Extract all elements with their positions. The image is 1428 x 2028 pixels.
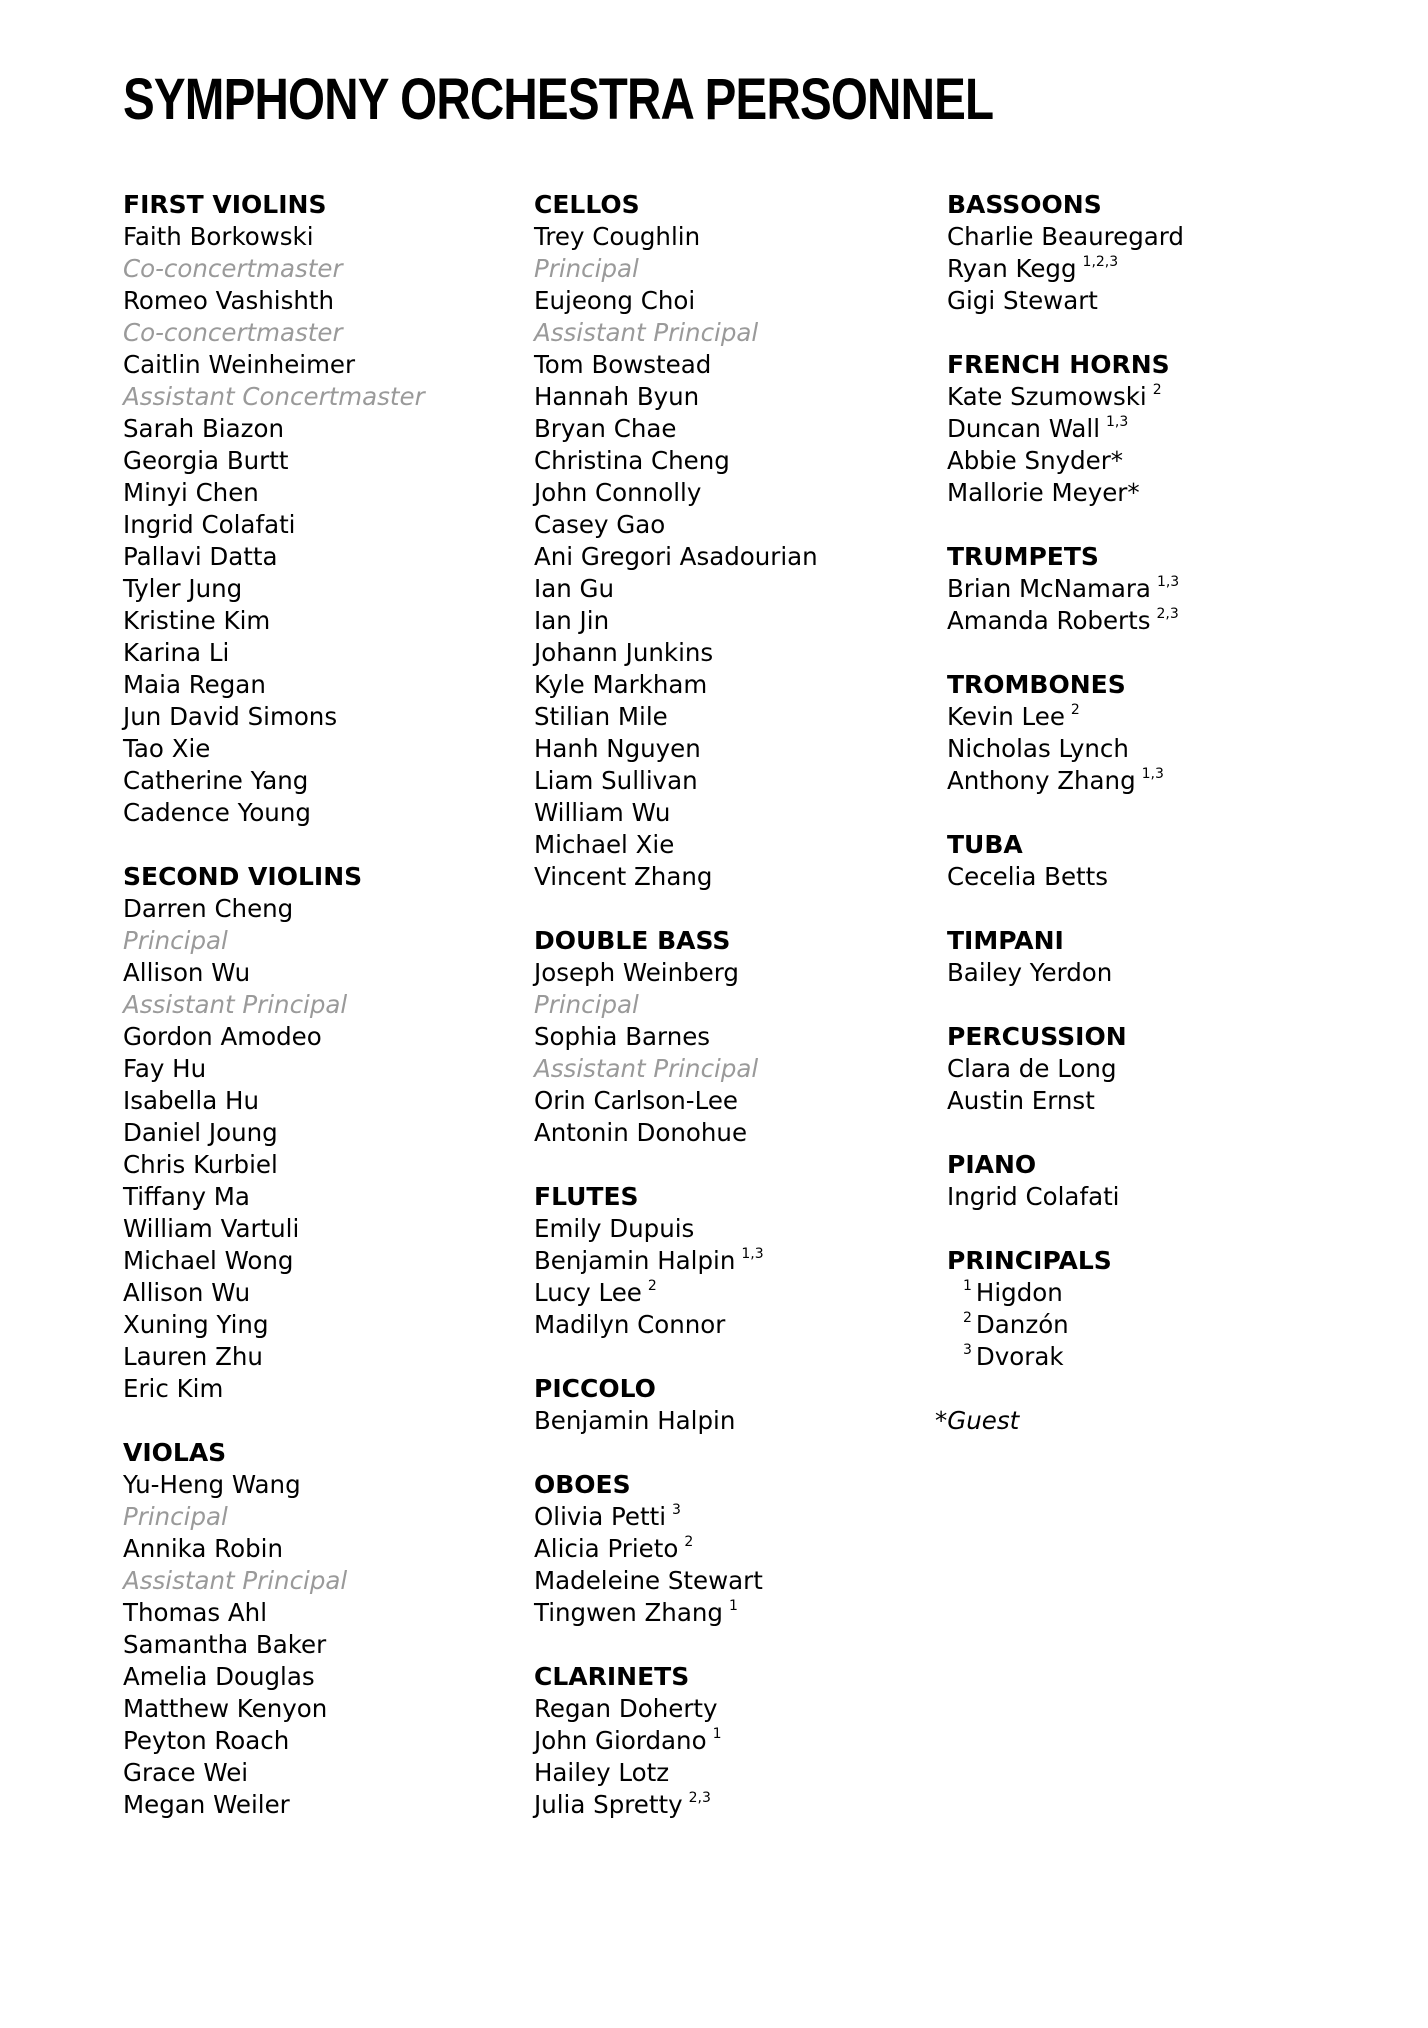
member-name [123, 1277, 533, 1309]
member-name [534, 1277, 944, 1309]
section-heading: PICCOLO [534, 1374, 656, 1403]
name-text: Brian McNamara [947, 574, 1151, 603]
member-name [123, 669, 533, 701]
section-heading: FRENCH HORNS [947, 350, 1170, 379]
footnote-marker: 3 [963, 1341, 972, 1358]
section-trumpets [947, 541, 1357, 637]
name-text: William Wu [534, 798, 671, 827]
name-text: Michael Wong [123, 1246, 294, 1275]
name-text: Johann Junkins [534, 638, 714, 667]
name-text: Darren Cheng [123, 894, 294, 923]
member-name [123, 797, 533, 829]
member-name [123, 1757, 533, 1789]
member-name [123, 1053, 533, 1085]
name-text: Emily Dupuis [534, 1214, 695, 1243]
name-text: Anthony Zhang [947, 766, 1136, 795]
role-text: Assistant Principal [534, 1054, 759, 1083]
personnel-column-2 [534, 189, 944, 1853]
name-text: Stilian Mile [534, 702, 668, 731]
member-name [123, 765, 533, 797]
footnote-marker: 1 [728, 1597, 738, 1614]
section-heading: PERCUSSION [947, 1022, 1127, 1051]
section-principals [947, 1245, 1357, 1373]
member-name [123, 637, 533, 669]
member-name [123, 445, 533, 477]
name-text: Vincent Zhang [534, 862, 713, 891]
footnote-marker: 1,2,3 [1082, 253, 1119, 270]
section-heading: SECOND VIOLINS [123, 862, 363, 891]
section-heading: TIMPANI [947, 926, 1064, 955]
member-name [123, 541, 533, 573]
member-name [534, 413, 944, 445]
member-name [123, 1245, 533, 1277]
name-text: Tom Bowstead [534, 350, 712, 379]
member-name [947, 957, 1357, 989]
member-name [947, 221, 1357, 253]
member-name [534, 1725, 944, 1757]
member-name [947, 445, 1357, 477]
member-name [123, 221, 533, 253]
name-text: Kyle Markham [534, 670, 708, 699]
section-clarinets [534, 1661, 944, 1821]
member-name [534, 765, 944, 797]
guest-footnote: *Guest [935, 1406, 1020, 1435]
role-text: Assistant Principal [123, 1566, 348, 1595]
member-name [534, 349, 944, 381]
member-name [534, 541, 944, 573]
section-percussion [947, 1021, 1357, 1117]
member-name [947, 701, 1357, 733]
member-name [534, 861, 944, 893]
member-name [123, 1533, 533, 1565]
member-name [123, 1213, 533, 1245]
name-text: Olivia Petti [534, 1502, 666, 1531]
member-name [534, 1309, 944, 1341]
member-name [534, 381, 944, 413]
name-text: Isabella Hu [123, 1086, 259, 1115]
name-text: Samantha Baker [123, 1630, 327, 1659]
name-text: Ian Jin [534, 606, 610, 635]
name-text: John Giordano [534, 1726, 707, 1755]
name-text: John Connolly [534, 478, 702, 507]
role-label [123, 253, 533, 285]
member-name [947, 733, 1357, 765]
section-second-violins [123, 861, 533, 1405]
section-heading: OBOES [534, 1470, 631, 1499]
section-heading: VIOLAS [123, 1438, 227, 1467]
section-heading: BASSOONS [947, 190, 1102, 219]
name-text: Antonin Donohue [534, 1118, 748, 1147]
section-heading: FLUTES [534, 1182, 639, 1211]
footnote-marker: 1 [963, 1277, 972, 1294]
member-name [947, 477, 1357, 509]
section-heading: TRUMPETS [947, 542, 1099, 571]
role-label [123, 381, 533, 413]
member-name [947, 1053, 1357, 1085]
principal-key-item [947, 1277, 1357, 1309]
role-label [123, 1501, 533, 1533]
name-text: Hailey Lotz [534, 1758, 670, 1787]
member-name [947, 861, 1357, 893]
member-name [123, 1661, 533, 1693]
member-name [123, 1789, 533, 1821]
footnote-marker: 1,3 [1106, 413, 1129, 430]
role-text: Co-concertmaster [123, 254, 343, 283]
member-name [534, 1757, 944, 1789]
role-text: Principal [123, 1502, 228, 1531]
section-heading: PRINCIPALS [947, 1246, 1112, 1275]
member-name [123, 573, 533, 605]
member-name [947, 413, 1357, 445]
name-text: Bryan Chae [534, 414, 677, 443]
member-name [947, 573, 1357, 605]
role-label [123, 925, 533, 957]
name-text: Amanda Roberts [947, 606, 1151, 635]
name-text: Lauren Zhu [123, 1342, 263, 1371]
member-name [123, 893, 533, 925]
name-text: Tao Xie [123, 734, 211, 763]
member-name [123, 605, 533, 637]
member-name [534, 1117, 944, 1149]
name-text: Austin Ernst [947, 1086, 1095, 1115]
member-name [947, 765, 1357, 797]
name-text: Thomas Ahl [123, 1598, 268, 1627]
member-name [123, 1469, 533, 1501]
name-text: Kristine Kim [123, 606, 271, 635]
name-text: Chris Kurbiel [123, 1150, 278, 1179]
personnel-column-1 [123, 189, 533, 1853]
name-text: Georgia Burtt [123, 446, 289, 475]
footnote-marker: 1,3 [1141, 765, 1164, 782]
member-name [534, 509, 944, 541]
name-text: Clara de Long [947, 1054, 1117, 1083]
member-name [534, 1789, 944, 1821]
section-flutes [534, 1181, 944, 1341]
member-name [534, 1085, 944, 1117]
role-label [123, 1565, 533, 1597]
name-text: Bailey Yerdon [947, 958, 1113, 987]
name-text: Joseph Weinberg [534, 958, 739, 987]
footnote-marker: 2,3 [688, 1789, 711, 1806]
member-name [123, 1309, 533, 1341]
name-text: Tingwen Zhang [534, 1598, 723, 1627]
member-name [123, 1117, 533, 1149]
name-text: Ian Gu [534, 574, 615, 603]
name-text: Hanh Nguyen [534, 734, 701, 763]
member-name [123, 1693, 533, 1725]
member-name [947, 1181, 1357, 1213]
name-text: Tiffany Ma [123, 1182, 250, 1211]
name-text: Cecelia Betts [947, 862, 1108, 891]
name-text: Regan Doherty [534, 1694, 718, 1723]
section-heading: FIRST VIOLINS [123, 190, 327, 219]
name-text: Dvorak [975, 1342, 1064, 1371]
member-name [534, 829, 944, 861]
footnote-marker: 2 [963, 1309, 972, 1326]
name-text: Ingrid Colafati [947, 1182, 1120, 1211]
name-text: Duncan Wall [947, 414, 1101, 443]
role-label [123, 989, 533, 1021]
role-text: Principal [123, 926, 228, 955]
role-text: Principal [534, 990, 639, 1019]
name-text: Kate Szumowski [947, 382, 1147, 411]
name-text: Christina Cheng [534, 446, 730, 475]
name-text: Allison Wu [123, 1278, 251, 1307]
name-text: Pallavi Datta [123, 542, 278, 571]
name-text: Lucy Lee [534, 1278, 642, 1307]
role-label [534, 253, 944, 285]
name-text: Cadence Young [123, 798, 311, 827]
principal-key-item [947, 1341, 1357, 1373]
name-text: Matthew Kenyon [123, 1694, 328, 1723]
member-name [947, 1085, 1357, 1117]
name-text: Annika Robin [123, 1534, 283, 1563]
section-heading: CELLOS [534, 190, 640, 219]
name-text: Liam Sullivan [534, 766, 698, 795]
member-name [534, 1021, 944, 1053]
section-piccolo [534, 1373, 944, 1437]
name-text: Ingrid Colafati [123, 510, 296, 539]
name-text: Benjamin Halpin [534, 1246, 736, 1275]
footnote-marker: 2 [647, 1277, 657, 1294]
footnote-marker: 1 [712, 1725, 722, 1742]
name-text: Maia Regan [123, 670, 266, 699]
footnote-marker: 3 [672, 1501, 681, 1518]
name-text: Kevin Lee [947, 702, 1065, 731]
member-name [947, 285, 1357, 317]
name-text: Madilyn Connor [534, 1310, 726, 1339]
member-name [123, 509, 533, 541]
member-name [123, 957, 533, 989]
member-name [534, 797, 944, 829]
name-text: Karina Li [123, 638, 230, 667]
member-name [123, 1725, 533, 1757]
column-3-sections [947, 189, 1357, 1373]
member-name [123, 413, 533, 445]
principal-key-item [947, 1309, 1357, 1341]
footnote-marker: 1,3 [741, 1245, 764, 1262]
section-first-violins [123, 189, 533, 829]
name-text: Peyton Roach [123, 1726, 290, 1755]
section-oboes [534, 1469, 944, 1629]
section-bassoons [947, 189, 1357, 317]
name-text: Casey Gao [534, 510, 666, 539]
footnote-marker: 2 [1152, 381, 1162, 398]
role-text: Assistant Principal [534, 318, 759, 347]
member-name [534, 957, 944, 989]
name-text: Minyi Chen [123, 478, 259, 507]
role-text: Assistant Principal [123, 990, 348, 1019]
member-name [534, 733, 944, 765]
name-text: Fay Hu [123, 1054, 207, 1083]
name-text: Julia Spretty [534, 1790, 683, 1819]
name-text: Charlie Beauregard [947, 222, 1184, 251]
member-name [534, 605, 944, 637]
member-name [123, 1341, 533, 1373]
name-text: Higdon [975, 1278, 1063, 1307]
member-name [123, 733, 533, 765]
member-name [534, 221, 944, 253]
name-text: Benjamin Halpin [534, 1406, 736, 1435]
member-name [534, 1693, 944, 1725]
role-text: Assistant Concertmaster [123, 382, 425, 411]
name-text: Xuning Ying [123, 1310, 269, 1339]
page-title: SYMPHONY ORCHESTRA PERSONNEL [123, 67, 994, 132]
name-text: Faith Borkowski [123, 222, 314, 251]
name-text: Abbie Snyder* [947, 446, 1124, 475]
member-name [123, 1085, 533, 1117]
footnote-marker: 2 [1070, 701, 1080, 718]
personnel-column-3 [935, 189, 1357, 1437]
member-name [123, 477, 533, 509]
name-text: Catherine Yang [123, 766, 309, 795]
member-name [534, 1533, 944, 1565]
member-name [534, 1501, 944, 1533]
member-name [534, 1597, 944, 1629]
name-text: Orin Carlson-Lee [534, 1086, 738, 1115]
section-cellos [534, 189, 944, 893]
name-text: Mallorie Meyer* [947, 478, 1140, 507]
section-trombones [947, 669, 1357, 797]
name-text: Yu-Heng Wang [123, 1470, 301, 1499]
name-text: William Vartuli [123, 1214, 300, 1243]
section-heading: PIANO [947, 1150, 1037, 1179]
name-text: Gordon Amodeo [123, 1022, 322, 1051]
name-text: Amelia Douglas [123, 1662, 315, 1691]
member-name [123, 349, 533, 381]
member-name [123, 1597, 533, 1629]
name-text: Ryan Kegg [947, 254, 1077, 283]
member-name [123, 285, 533, 317]
section-piano [947, 1149, 1357, 1213]
name-text: Michael Xie [534, 830, 675, 859]
section-french-horns [947, 349, 1357, 509]
name-text: Romeo Vashishth [123, 286, 335, 315]
name-text: Nicholas Lynch [947, 734, 1129, 763]
section-violas [123, 1437, 533, 1821]
member-name [123, 1373, 533, 1405]
member-name [534, 637, 944, 669]
name-text: Sarah Biazon [123, 414, 284, 443]
name-text: Gigi Stewart [947, 286, 1098, 315]
name-text: Caitlin Weinheimer [123, 350, 356, 379]
name-text: Jun David Simons [123, 702, 338, 731]
role-text: Principal [534, 254, 639, 283]
role-label [534, 989, 944, 1021]
name-text: Eujeong Choi [534, 286, 696, 315]
name-text: Allison Wu [123, 958, 251, 987]
name-text: Danzón [975, 1310, 1069, 1339]
name-text: Megan Weiler [123, 1790, 290, 1819]
name-text: Madeleine Stewart [534, 1566, 763, 1595]
name-text: Hannah Byun [534, 382, 700, 411]
section-heading: DOUBLE BASS [534, 926, 731, 955]
member-name [534, 701, 944, 733]
role-label [534, 1053, 944, 1085]
member-name [534, 1213, 944, 1245]
member-name [123, 1021, 533, 1053]
name-text: Alicia Prieto [534, 1534, 679, 1563]
footnote-marker: 2 [684, 1533, 694, 1550]
member-name [123, 1181, 533, 1213]
member-name [947, 253, 1357, 285]
section-tuba [947, 829, 1357, 893]
footnote-marker: 1,3 [1156, 573, 1180, 590]
name-text: Daniel Joung [123, 1118, 278, 1147]
member-name [534, 1565, 944, 1597]
name-text: Tyler Jung [123, 574, 243, 603]
member-name [123, 1629, 533, 1661]
name-text: Ani Gregori Asadourian [534, 542, 818, 571]
name-text: Eric Kim [123, 1374, 224, 1403]
member-name [534, 573, 944, 605]
role-label [123, 317, 533, 349]
member-name [534, 477, 944, 509]
name-text: Grace Wei [123, 1758, 249, 1787]
section-double-bass [534, 925, 944, 1149]
role-text: Co-concertmaster [123, 318, 343, 347]
member-name [123, 1149, 533, 1181]
name-text: Sophia Barnes [534, 1022, 711, 1051]
member-name [123, 701, 533, 733]
section-heading: TUBA [947, 830, 1023, 859]
member-name [534, 285, 944, 317]
footnote-marker: 2,3 [1156, 605, 1179, 622]
section-timpani [947, 925, 1357, 989]
name-text: Trey Coughlin [534, 222, 701, 251]
member-name [534, 669, 944, 701]
member-name [534, 445, 944, 477]
role-label [534, 317, 944, 349]
member-name [947, 381, 1357, 413]
member-name [947, 605, 1357, 637]
member-name [534, 1245, 944, 1277]
member-name [534, 1405, 944, 1437]
section-heading: CLARINETS [534, 1662, 690, 1691]
section-heading: TROMBONES [947, 670, 1126, 699]
